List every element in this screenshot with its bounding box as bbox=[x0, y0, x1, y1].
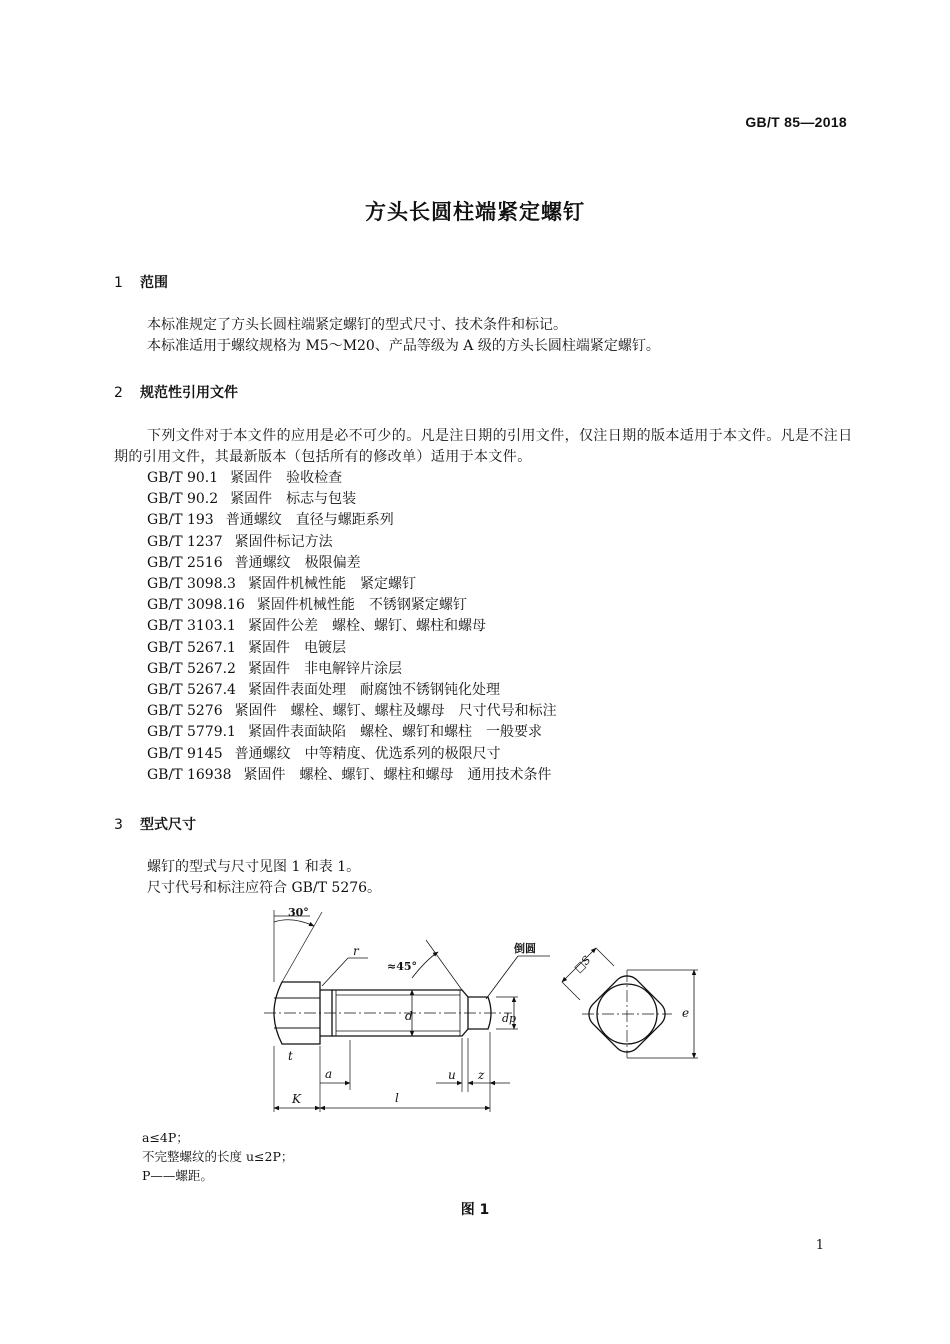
K-label: K bbox=[292, 1092, 301, 1106]
reference-item bbox=[147, 532, 557, 553]
section-3-heading bbox=[114, 814, 196, 834]
reference-title: 普通螺纹 极限偏差 bbox=[234, 554, 361, 571]
z-label: z bbox=[478, 1068, 485, 1082]
reference-title: 紧固件机械性能 紧定螺钉 bbox=[247, 576, 416, 593]
reference-code: GB/T 5779.1 bbox=[147, 724, 236, 741]
reference-item bbox=[147, 659, 557, 680]
note-line: 不完整螺纹的长度 u≤2P； bbox=[142, 1149, 294, 1164]
u-label: u bbox=[448, 1068, 456, 1082]
reference-code: GB/T 3103.1 bbox=[147, 618, 236, 635]
reference-code: GB/T 90.1 bbox=[147, 470, 219, 486]
reference-item bbox=[147, 638, 557, 659]
reference-item bbox=[147, 744, 557, 765]
screw-drawing bbox=[250, 900, 720, 1120]
page-number: 1 bbox=[815, 1238, 824, 1253]
l-label: l bbox=[395, 1091, 399, 1105]
section-title: 规范性引用文件 bbox=[140, 385, 238, 401]
section-title: 型式尺寸 bbox=[140, 817, 196, 833]
reference-title: 紧固件表面缺陷 螺栓、螺钉和螺柱 一般要求 bbox=[247, 724, 542, 741]
reference-title: 紧固件标记方法 bbox=[234, 533, 333, 550]
r-label: r bbox=[353, 944, 359, 958]
reference-code: GB/T 193 bbox=[147, 512, 214, 529]
figure-caption: 图 1 bbox=[460, 1202, 490, 1218]
reference-code: GB/T 1237 bbox=[147, 533, 223, 550]
reference-code: GB/T 16938 bbox=[147, 766, 232, 783]
reference-title: 普通螺纹 直径与螺距系列 bbox=[225, 512, 394, 529]
reference-title: 普通螺纹 中等精度、优选系列的极限尺寸 bbox=[234, 745, 501, 762]
scope-paragraph-2: 本标准适用于螺纹规格为 M5～M20、产品等级为 A 级的方头长圆柱端紧定螺钉。 bbox=[147, 338, 660, 354]
section-2-heading bbox=[114, 382, 238, 402]
reference-title: 紧固件 螺栓、螺钉、螺柱和螺母 通用技术条件 bbox=[243, 766, 552, 783]
reference-item bbox=[147, 595, 557, 616]
reference-item bbox=[147, 489, 557, 510]
d-label: d bbox=[405, 1009, 413, 1023]
a-label: a bbox=[325, 1067, 333, 1081]
reference-code: GB/T 3098.16 bbox=[147, 597, 245, 614]
reference-item bbox=[147, 574, 557, 595]
section-number: 1 bbox=[114, 275, 123, 291]
note-line: a≤4P； bbox=[142, 1130, 189, 1145]
reference-title: 紧固件 电镀层 bbox=[247, 639, 346, 656]
dims-paragraph-2: 尺寸代号和标注应符合 GB/T 5276。 bbox=[147, 880, 382, 896]
note-line: P——螺距。 bbox=[142, 1168, 213, 1183]
reference-item bbox=[147, 510, 557, 531]
reference-item bbox=[147, 553, 557, 574]
section-number: 3 bbox=[114, 817, 123, 833]
reference-code: GB/T 2516 bbox=[147, 554, 223, 571]
square-s-label: □S bbox=[571, 953, 594, 976]
reference-title: 紧固件机械性能 不锈钢紧定螺钉 bbox=[256, 597, 467, 614]
reference-title: 紧固件 验收检查 bbox=[230, 470, 343, 486]
reference-title: 紧固件 标志与包装 bbox=[230, 491, 357, 508]
reference-item bbox=[147, 701, 557, 722]
reference-code: GB/T 90.2 bbox=[147, 491, 219, 508]
reference-code: GB/T 5267.4 bbox=[147, 682, 236, 699]
e-label: e bbox=[682, 1006, 690, 1020]
reference-code: GB/T 5267.2 bbox=[147, 660, 236, 677]
reference-item bbox=[147, 680, 557, 701]
references-intro: 下列文件对于本文件的应用是必不可少的。凡是注日期的引用文件，仅注日期的版本适用于本文件。凡是不注日期的引用文件，其最新版本（包括所有的修改单）适用于本文件。 bbox=[114, 428, 853, 465]
reference-item bbox=[147, 468, 557, 489]
dp-label: dp bbox=[502, 1012, 517, 1025]
reference-code: GB/T 5276 bbox=[147, 703, 223, 720]
reference-item bbox=[147, 722, 557, 743]
reference-item bbox=[147, 616, 557, 637]
figure-notes bbox=[142, 1128, 293, 1185]
dims-paragraph-1: 螺钉的型式与尺寸见图 1 和表 1。 bbox=[147, 859, 361, 875]
reference-code: GB/T 5267.1 bbox=[147, 639, 236, 656]
reference-title: 紧固件 螺栓、螺钉、螺柱及螺母 尺寸代号和标注 bbox=[234, 703, 557, 720]
chamfer-label: 倒圆 bbox=[514, 942, 536, 955]
reference-code: GB/T 9145 bbox=[147, 745, 223, 762]
angle-30-label: 30° bbox=[288, 906, 309, 919]
reference-title: 紧固件公差 螺栓、螺钉、螺柱和螺母 bbox=[247, 618, 486, 635]
reference-item bbox=[147, 765, 557, 786]
section-1-heading bbox=[114, 272, 168, 292]
section-title: 范围 bbox=[140, 275, 168, 291]
reference-list bbox=[147, 468, 557, 786]
angle-45-label: ≈45° bbox=[387, 960, 418, 973]
reference-code: GB/T 3098.3 bbox=[147, 576, 236, 593]
standard-code: GB/T 85—2018 bbox=[745, 114, 847, 130]
t-label: t bbox=[288, 1049, 293, 1063]
document-title: 方头长圆柱端紧定螺钉 bbox=[365, 200, 585, 224]
reference-title: 紧固件表面处理 耐腐蚀不锈钢钝化处理 bbox=[247, 682, 500, 699]
scope-paragraph-1: 本标准规定了方头长圆柱端紧定螺钉的型式尺寸、技术条件和标记。 bbox=[147, 317, 567, 333]
reference-title: 紧固件 非电解锌片涂层 bbox=[247, 660, 402, 677]
section-number: 2 bbox=[114, 385, 123, 401]
